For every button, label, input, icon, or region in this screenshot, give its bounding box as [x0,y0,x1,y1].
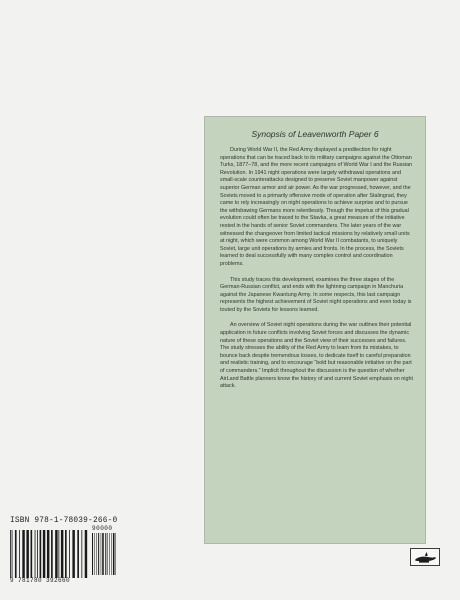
barcode-bar [35,530,36,578]
barcode-bar [94,533,95,575]
barcode-bar [105,533,106,575]
barcode-bar [31,530,33,578]
barcode-bar [102,533,104,575]
synopsis-paragraph: An overview of Soviet night operations during the war outlines their potential application in future conflicts involving Soviet forces and discusses the dynamic nature of these operations and the Soviet view of their successes and failures. The study stresses the ability of the Red Army to learn from its mistakes, to bounce back despite tremendous losses, to dedicate itself to careful preparation and realistic training, and to encourage “bold but reasonable initiative on the part of commanders.” Implicit throughout the discussion is the question of whether AirLand Battle planners know the history of and current Soviet emphasis on night attack. [220,322,413,390]
barcode-bar [77,530,79,578]
barcode-bar [109,533,110,575]
synopsis-paragraph: During World War II, the Red Army displayed a predilection for night operations that can be traced back to its military campaigns against the Ottoman Turks, 1877–78, and the more recent campaigns of World War I and the Russian Revolution. In 1941 night operations were largely withdrawal operations and small-scale counterattacks designed to preserve Soviet manpower against superior German armor and air power. As the war progressed, however, and the Soviets moved to a primarily offensive mode of operation after Stalingrad, they came to rely increasingly on night operations to achieve surprise and to pursue the withdrawing Germans more relentlessly. Though the impetus of this gradual evolution could often be traced to the Stavka, a great measure of the initiative rested in the hands of senior Soviet commanders. The later years of the war witnessed the changeover from limited tactical missions by relatively small units at night, which were common among World War II combatants, to uniquely Soviet, large unit operations by armies and fronts. In the process, the Soviets learned to deal successfully with many complex control and coordination problems. [220,147,413,267]
barcode-bar [47,530,49,578]
isbn-barcode [10,517,120,587]
barcode-bar [58,530,59,578]
barcode-bar [19,530,20,578]
publisher-logo [410,548,440,566]
barcode-bar [15,530,17,578]
barcode-addon-digits: 90000 [92,525,113,532]
barcode-bar [43,530,45,578]
barcode-bar [92,533,93,575]
barcode-bar [51,530,53,578]
barcode-bars [10,530,88,578]
barcode-bar [98,533,99,575]
barcode-bar [69,530,70,578]
barcode-bar [115,533,116,575]
barcode-bar [81,530,82,578]
synopsis-body [220,147,413,399]
barcode-bar [61,530,63,578]
barcode-bar [107,533,108,575]
barcode-addon-bars [92,533,116,575]
barcode-bar [113,533,115,575]
synopsis-paragraph: This study traces this development, examines the three stages of the German-Russian conflict, and ends with the lightning campaign in Manchuria against the Japanese Kwantung Army. In some respects, this last campaign represents the highest achievement of Soviet night operations and even today is touted by the Soviets for lessons learned. [220,276,412,313]
barcode-bar [26,530,28,578]
barcode-bar [72,530,74,578]
synopsis-panel [204,116,426,544]
barcode-bar [101,533,102,575]
barcode-bar [12,530,13,578]
barcode-bar [96,533,97,575]
isbn-label: ISBN 978-1-78039-266-0 [10,517,118,525]
barcode-bar [10,530,11,578]
barcode-bar [37,530,38,578]
barcode-bar [55,530,57,578]
barcode-bar [65,530,67,578]
oil-lamp-icon [411,549,439,565]
synopsis-title: Synopsis of Leavenworth Paper 6 [251,129,379,139]
barcode-bar [22,530,24,578]
barcode-bar [85,530,87,578]
barcode-ean-digits: 9 781780 392660 [10,577,71,584]
barcode-bar [40,530,42,578]
barcode-bar [111,533,112,575]
